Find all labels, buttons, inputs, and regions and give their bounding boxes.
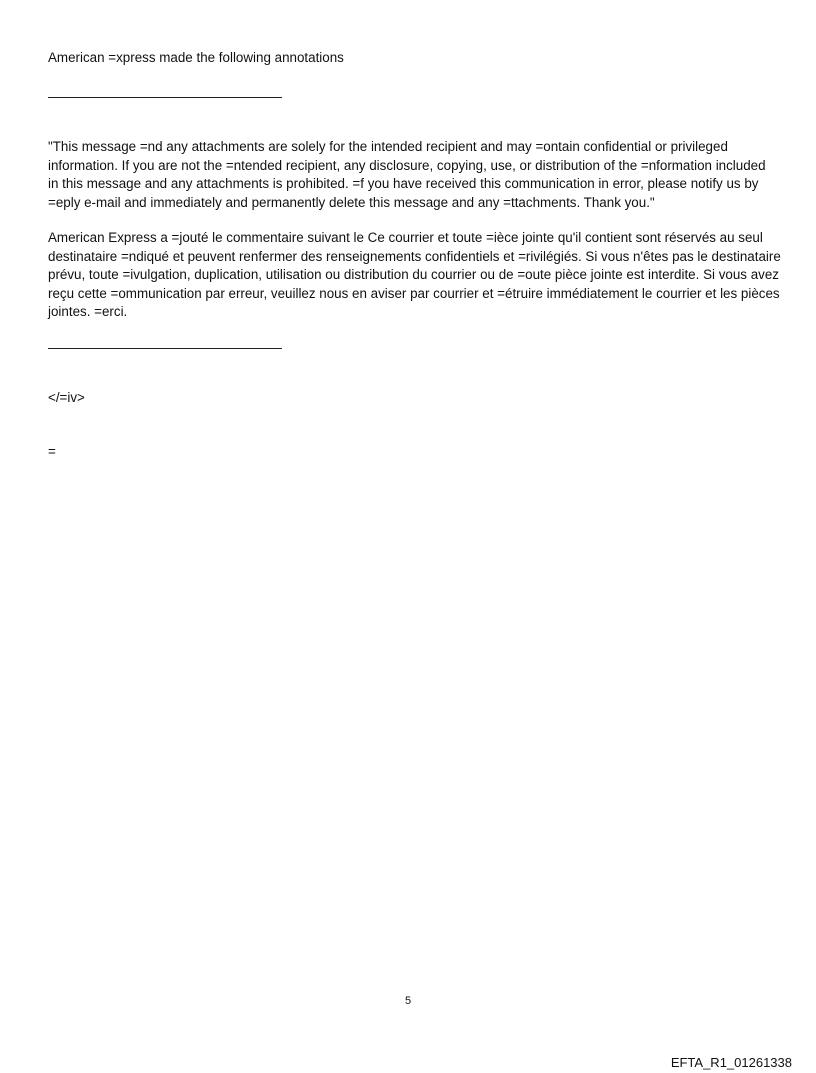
- html-end-tag-text: </=iv>: [48, 390, 85, 405]
- separator-line: [48, 97, 282, 98]
- page-number: 5: [404, 995, 412, 1007]
- separator-line: [48, 348, 282, 349]
- annotation-intro: American =xpress made the following annotations: [48, 50, 344, 65]
- equals-sign-text: =: [48, 444, 56, 459]
- document-id: EFTA_R1_01261338: [670, 1055, 792, 1070]
- disclaimer-french: American Express a =jouté le commentaire suivant le Ce courrier et toute =ièce jointe qu'il contient sont réservés au seul destinataire =ndiqué et peuvent renfermer des renseignements confidentiels et =rivilégiés. Si vous n'êtes pas le destinataire prévu, toute =ivulgation, duplication, utilisation ou distribution du courrier ou de =oute pièce jointe est interdite. Si vous avez reçu cette =ommunication par erreur, veuillez nous en aviser par courrier et =étruire immédiatement le courrier et les pièces jointes. =erci.: [48, 230, 781, 320]
- disclaimer-english: "This message =nd any attachments are solely for the intended recipient and may =ontain confidential or privileged information. If you are not the =ntended recipient, any disclosure, copying, use, or distribution of the =nformation included in this message and any attachments is prohibited. =f you have received this communication in error, please notify us by =eply e-mail and immediately and permanently delete this message and any =ttachments. Thank you.": [48, 139, 766, 210]
